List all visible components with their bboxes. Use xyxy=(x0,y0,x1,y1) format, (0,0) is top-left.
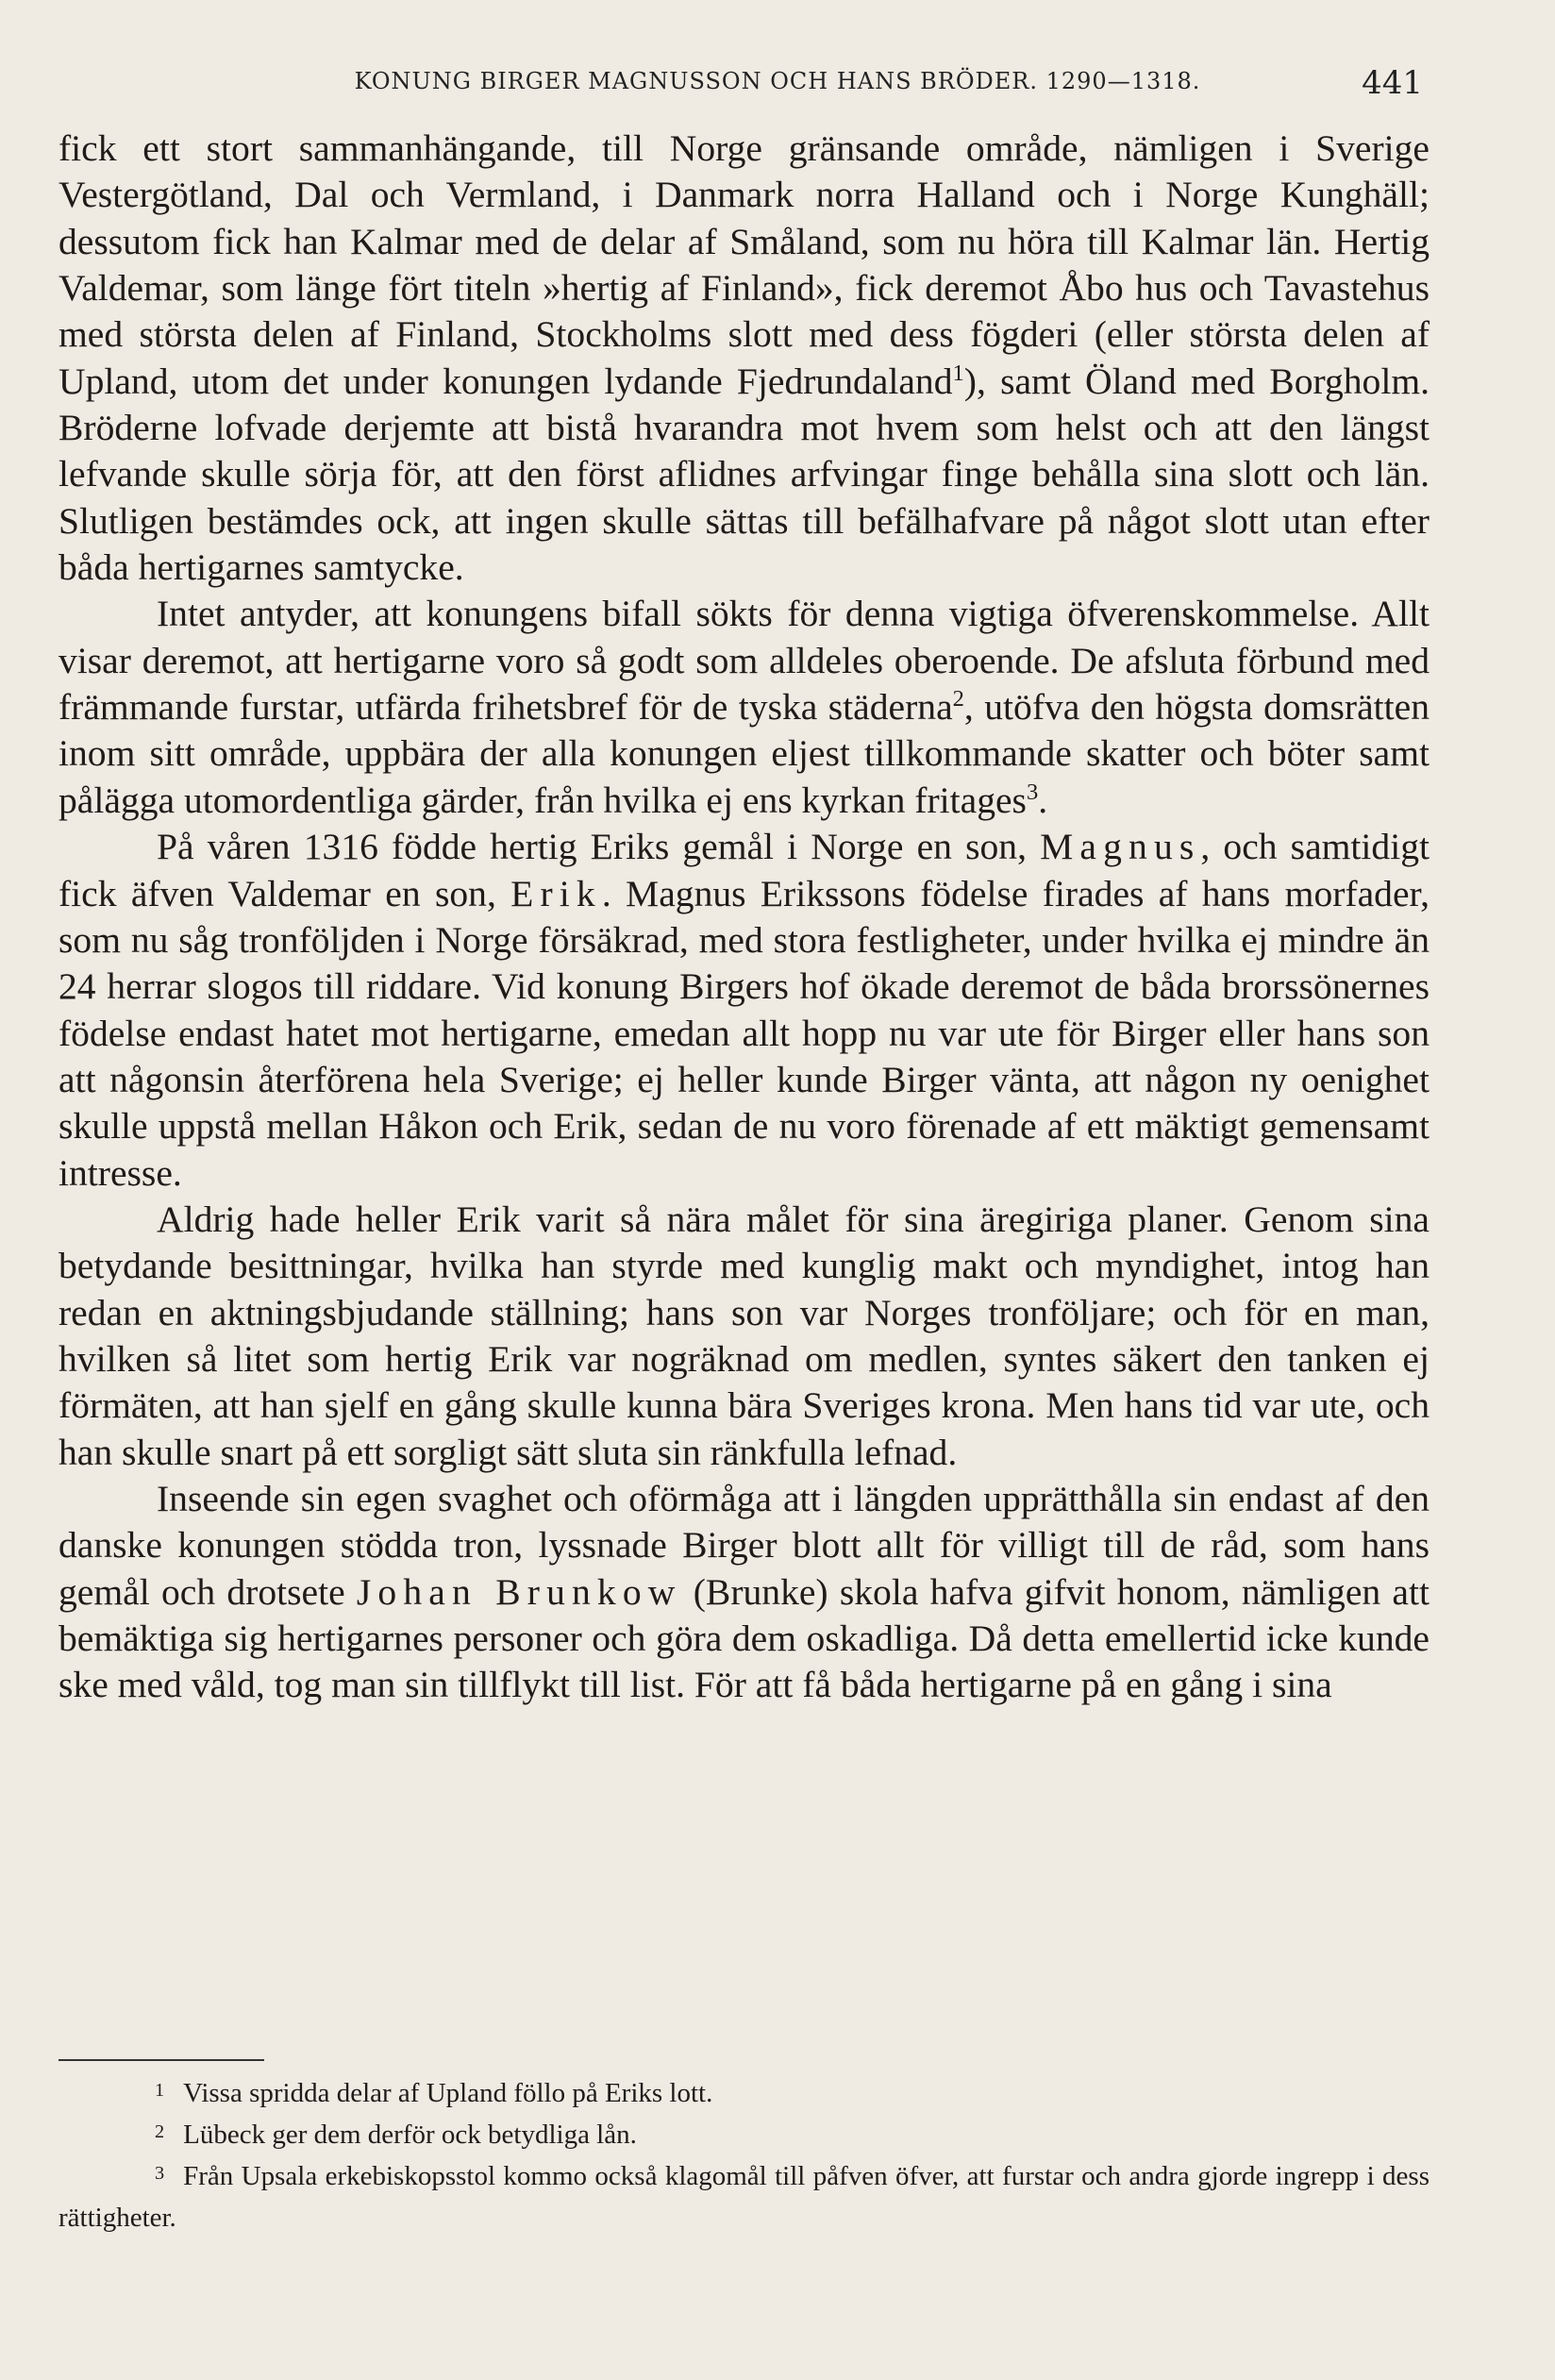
page-number: 441 xyxy=(1362,64,1423,102)
person-name: Erik xyxy=(510,872,602,914)
text-run: , utöfva den högsta domsrätten inom sitt område, uppbära der alla konungen eljest tillkommande skatter och böter samt pålägga utomordentliga gärder, från hvilka ej ens kyrkan fritages xyxy=(59,686,1430,821)
text-run: Intet antyder, att konungens bifall sökts för denna vigtiga öfverenskommelse. Allt visar deremot, att hertigarne voro så godt som alldeles oberoende. De afsluta förbund med främmande furstar, utfärda frihetsbref för de tyska städerna xyxy=(59,593,1430,729)
text-run: , och samtidigt fick äfven Valdemar en son, xyxy=(59,826,1430,914)
footnote-ref: 1 xyxy=(952,360,964,386)
person-name: Magnus xyxy=(1040,826,1201,868)
text-run: fick ett stort sammanhängande, till Norge gränsande område, nämligen i Sverige Vestergötland, Dal och Vermland, i Danmark norra Halland och i Norge Kunghäll; dessutom fick han Kalmar med de delar af Småland, som nu höra till Kalmar län. Hertig Valdemar, som länge fört titeln »hertig af Finland», fick deremot Åbo hus och Tavastehus med största delen af Finland, Stockholms slott med dess fögderi (eller största delen af Upland, utom det under konungen lydande Fjedrundaland xyxy=(59,127,1430,402)
paragraph-2 xyxy=(59,591,1430,824)
footnote-mark: 1 xyxy=(155,2080,165,2101)
footnote-mark: 2 xyxy=(155,2121,165,2142)
footnotes xyxy=(59,2059,1430,2238)
footnote-mark: 3 xyxy=(155,2163,165,2184)
text-run: Inseende sin egen svaghet och oförmåga att i längden upprätthålla sin endast af den danske konungen stödda tron, lyssnade Birger blott allt för villigt till de råd, som hans gemål och drotsete xyxy=(59,1477,1430,1613)
person-name: Johan Brunkow xyxy=(356,1570,682,1613)
text-run: På våren 1316 födde hertig Eriks gemål i Norge en son, xyxy=(157,826,1041,868)
text-run: ), samt Öland med Borgholm. Bröderne lofvade derjemte att bistå hvarandra mot hvem som helst och att den längst lefvande skulle sörja för, att den först aflidnes arfvingar finge behålla sina slott och län. Slutligen bestämdes ock, att ingen skulle sättas till befälhafvare på något slott utan efter båda hertigarnes samtycke. xyxy=(59,360,1430,589)
footnote-rule xyxy=(59,2059,264,2061)
footnote-1 xyxy=(59,2074,1430,2116)
footnote-text: Vissa spridda delar af Upland föllo på Eriks lott. xyxy=(183,2078,713,2108)
text-run: . Magnus Erikssons födelse firades af hans morfader, som nu såg tronföljden i Norge försäkrad, med stora festligheter, under hvilka ej mindre än 24 herrar slogos till riddare. Vid konung Birgers hof ökade deremot de båda brorssönernes födelse endast hatet mot hertigarne, emedan allt hopp nu var ute för Birger eller hans son att någonsin återförena hela Sverige; ej heller kunde Birger vänta, att någon ny oenighet skulle uppstå mellan Håkon och Erik, sedan de nu voro förenade af ett mäktigt gemensamt intresse. xyxy=(59,872,1430,1194)
paragraph-4: Aldrig hade heller Erik varit så nära målet för sina äregiriga planer. Genom sina betydande besittningar, hvilka han styrde med kunglig makt och myndighet, intog han redan en aktningsbjudande ställning; hans son var Norges tronföljare; och för en man, hvilken så litet som hertig Erik var nogräknad om medlen, syntes säkert den tanken ej förmäten, att han sjelf en gång skulle kunna bära Sveriges krona. Men hans tid var ute, och han skulle snart på ett sorgligt sätt sluta sin ränkfulla lefnad. xyxy=(59,1198,1430,1473)
footnote-3 xyxy=(59,2157,1430,2238)
footnote-ref: 3 xyxy=(1026,779,1039,805)
body-text xyxy=(59,126,1430,1709)
paragraph-1 xyxy=(59,126,1430,591)
footnote-ref: 2 xyxy=(952,685,964,712)
paragraph-5 xyxy=(59,1476,1430,1709)
text-run: . xyxy=(1038,779,1048,821)
footnote-text: Lübeck ger dem derför ock betydliga lån. xyxy=(183,2120,637,2150)
text-run: (Brunke) skola hafva gifvit honom, nämligen att bemäktiga sig hertigarnes personer och göra dem oskadliga. Då detta emellertid icke kunde ske med våld, tog man sin tillflykt till list. För att få båda hertigarne på en gång i sina xyxy=(59,1570,1430,1706)
page-header xyxy=(0,59,1555,106)
footnote-2 xyxy=(59,2116,1430,2157)
paragraph-3 xyxy=(59,824,1430,1197)
footnote-text: Från Upsala erkebiskopsstol kommo också klagomål till påfven öfver, att furstar och andra gjorde ingrepp i dess rättigheter. xyxy=(59,2161,1430,2233)
running-head: KONUNG BIRGER MAGNUSSON OCH HANS BRÖDER. 1290—1318. xyxy=(354,68,1201,94)
